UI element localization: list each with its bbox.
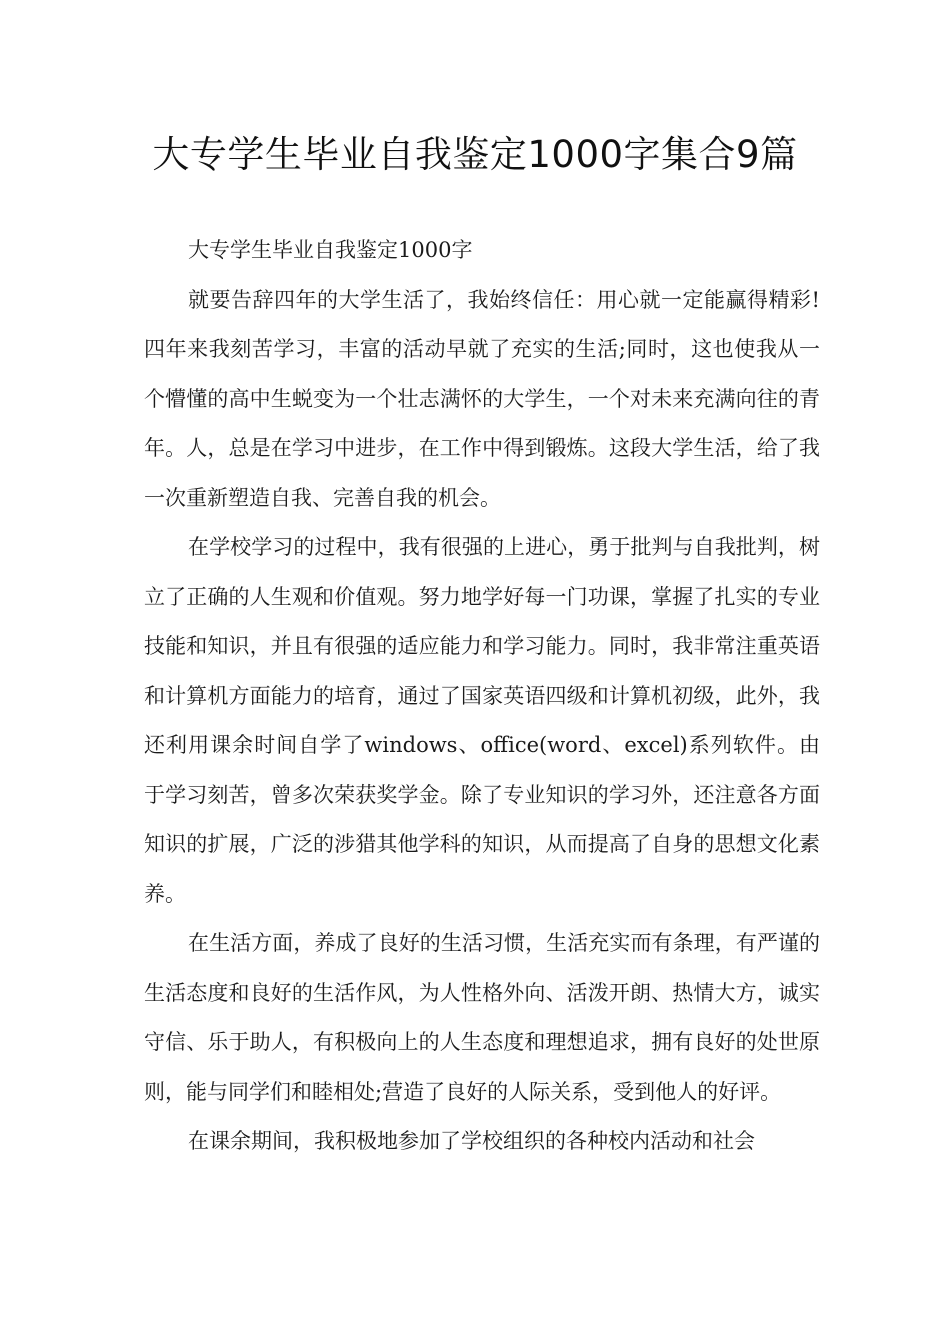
paragraph-study: 在学校学习的过程中，我有很强的上进心，勇于批判与自我批判，树立了正确的人生观和价值观。努力地学好每一门功课，掌握了扎实的专业技能和知识，并且有很强的适应能力和学习能力。同时，我非常注重英语和计算机方面能力的培育，通过了国家英语四级和计算机初级，此外，我还利用课余时间自学了windows、office(word、excel)系列软件。由于学习刻苦，曾多次荣获奖学金。除了专业知识的学习外，还注意各方面知识的扩展，广泛的涉猎其他学科的知识，从而提高了自身的思想文化素养。 <box>144 535 820 906</box>
subtitle-paragraph: 大专学生毕业自我鉴定1000字 <box>188 238 473 262</box>
paragraph-intro: 就要告辞四年的大学生活了，我始终信任：用心就一定能赢得精彩!四年来我刻苦学习，丰富的活动早就了充实的生活;同时，这也使我从一个懵懂的高中生蜕变为一个壮志满怀的大学生，一个对未来充满向往的青年。人，总是在学习中进步，在工作中得到锻炼。这段大学生活，给了我一次重新塑造自我、完善自我的机会。 <box>144 287 820 510</box>
document-title: 大专学生毕业自我鉴定1000字集合9篇 <box>152 133 798 176</box>
paragraph-life: 在生活方面，养成了良好的生活习惯，生活充实而有条理，有严谨的生活态度和良好的生活作风，为人性格外向、活泼开朗、热情大方，诚实守信、乐于助人，有积极向上的人生态度和理想追求，拥有良好的处世原则，能与同学们和睦相处;营造了良好的人际关系，受到他人的好评。 <box>144 931 820 1104</box>
document-body <box>144 226 820 1167</box>
paragraph-activities: 在课余期间，我积极地参加了学校组织的各种校内活动和社会 <box>188 1129 755 1153</box>
